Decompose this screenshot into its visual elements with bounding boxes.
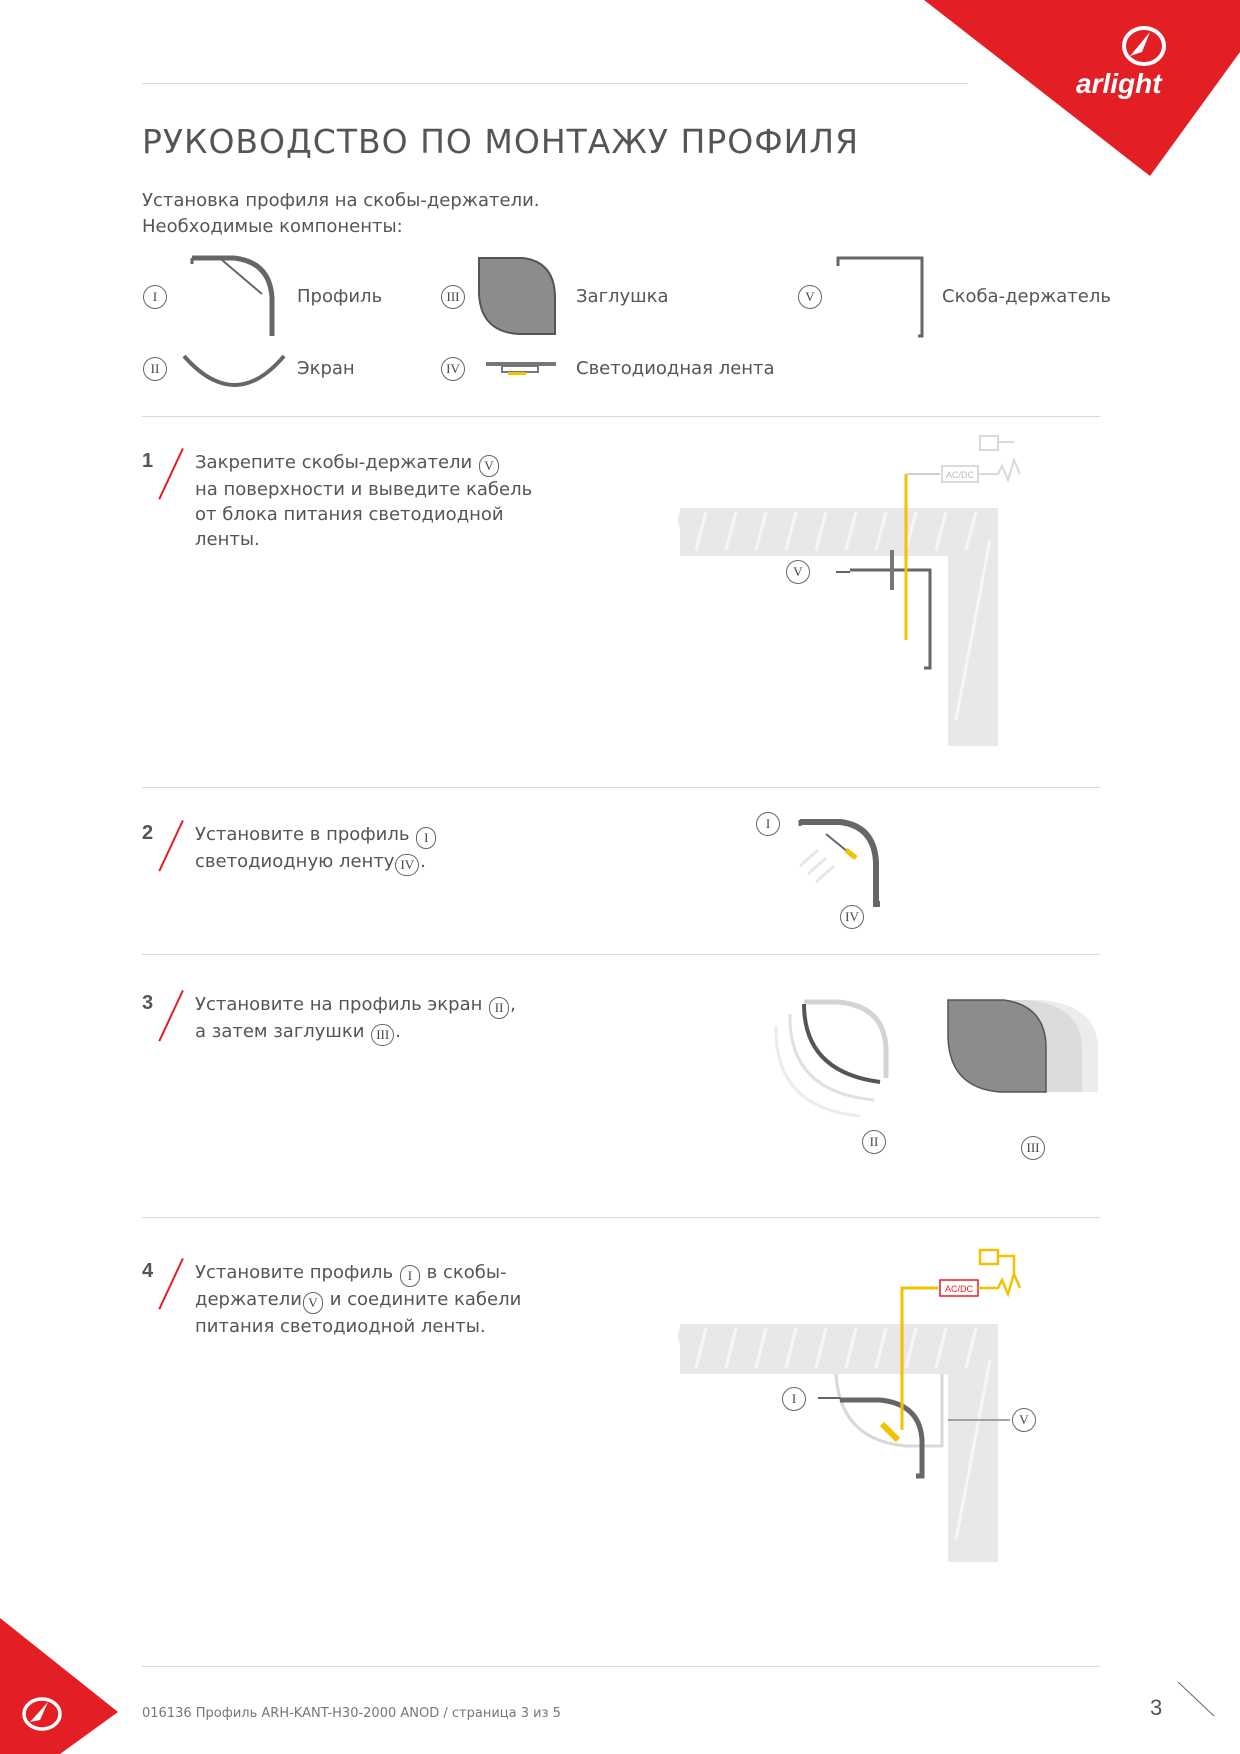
step-4-ref-v: V xyxy=(303,1292,323,1314)
step-1-psu-label: AC/DC xyxy=(945,470,975,480)
page-corner-mark xyxy=(1176,1680,1216,1720)
header-divider xyxy=(142,83,968,84)
step-1-diagram xyxy=(680,420,1060,750)
step-4-slash xyxy=(158,1258,183,1310)
component-label-end-cap: Заглушка xyxy=(576,286,669,307)
step-1-number: 1 xyxy=(142,450,154,472)
profile-icon xyxy=(188,252,288,342)
step-1-ref-v: V xyxy=(479,455,499,477)
end-cap-icon xyxy=(475,254,559,338)
brand-logo-icon xyxy=(1116,22,1176,72)
divider-2 xyxy=(142,787,1100,788)
led-strip-icon xyxy=(484,358,558,382)
component-num-iv: IV xyxy=(441,357,465,381)
step-3-slash xyxy=(158,990,183,1042)
step-2-text: Установите в профиль I светодиодную ленту IV . xyxy=(195,822,437,876)
step-3-screen-diagram xyxy=(764,996,904,1126)
step-4-psu-label: AC/DC xyxy=(944,1284,974,1294)
step-3-text: Установите на профиль экран II , а затем заглушки III . xyxy=(195,992,516,1046)
intro-line-1: Установка профиля на скобы-держатели. xyxy=(142,190,540,211)
component-label-led-strip: Светодиодная лента xyxy=(576,358,775,379)
step-2-number: 2 xyxy=(142,822,154,844)
step-2-ref-iv: IV xyxy=(395,854,419,876)
divider-3 xyxy=(142,954,1100,955)
intro-line-2: Необходимые компоненты: xyxy=(142,216,403,237)
step-3-number: 3 xyxy=(142,992,154,1014)
footer-brand-corner xyxy=(0,1618,118,1754)
step-1-text: Закрепите скобы-держатели V на поверхности и выведите кабель от блока питания светодиодной ленты. xyxy=(195,452,533,550)
step-3-end-cap-diagram xyxy=(946,996,1106,1096)
step-4-callout-i: I xyxy=(782,1387,806,1411)
step-2-callout-i: I xyxy=(756,812,780,836)
step-1-callout-v: V xyxy=(786,560,810,584)
screen-icon xyxy=(180,352,290,392)
component-num-iii: III xyxy=(441,285,465,309)
step-3-ref-iii: III xyxy=(371,1024,394,1046)
component-label-profile: Профиль xyxy=(297,286,383,307)
footer-document-info: 016136 Профиль ARH-KANT-H30-2000 ANOD / страница 3 из 5 xyxy=(142,1706,561,1721)
divider-4 xyxy=(142,1217,1100,1218)
step-4-callout-v: V xyxy=(1012,1408,1036,1432)
step-3-callout-ii: II xyxy=(862,1130,886,1154)
page-number: 3 xyxy=(1150,1695,1163,1720)
step-4-ref-i: I xyxy=(400,1265,420,1287)
brand-name: arlight xyxy=(1076,68,1162,99)
component-num-v: V xyxy=(798,285,822,309)
page-title: РУКОВОДСТВО ПО МОНТАЖУ ПРОФИЛЯ xyxy=(142,122,860,161)
holder-bracket-icon xyxy=(834,252,924,342)
step-4-number: 4 xyxy=(142,1260,154,1282)
component-label-screen: Экран xyxy=(297,358,355,379)
step-2-callout-iv: IV xyxy=(840,905,864,929)
component-label-holder: Скоба-держатель xyxy=(942,286,1111,307)
step-2-diagram xyxy=(790,812,890,922)
step-3-callout-iii: III xyxy=(1021,1136,1045,1160)
component-num-ii: II xyxy=(143,357,167,381)
step-2-slash xyxy=(158,820,183,872)
step-1-slash xyxy=(158,448,183,500)
step-2-ref-i: I xyxy=(416,827,436,849)
divider-1 xyxy=(142,416,1100,417)
intro-text xyxy=(142,188,540,240)
step-3-ref-ii: II xyxy=(489,997,509,1019)
component-num-i: I xyxy=(143,285,167,309)
step-4-text: Установите профиль I в скобы- держатели V и соедините кабели питания светодиодной ленты. xyxy=(195,1262,522,1337)
step-4-diagram xyxy=(680,1240,1060,1570)
footer-divider xyxy=(142,1666,1100,1667)
